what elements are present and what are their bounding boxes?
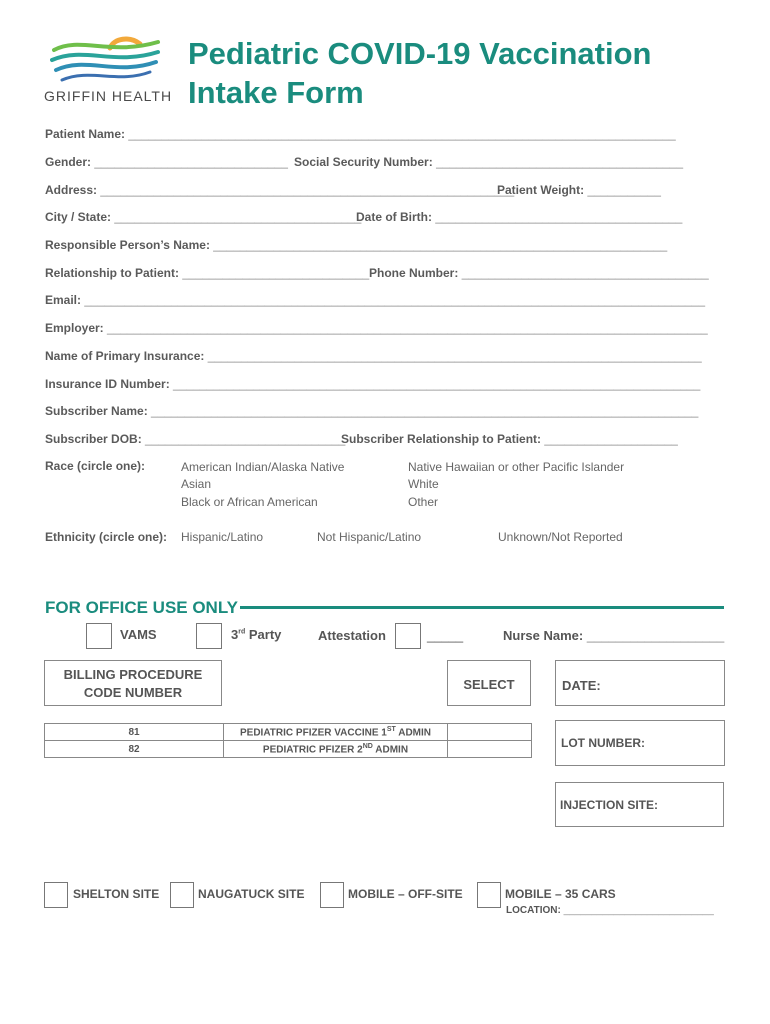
office-use-heading: FOR OFFICE USE ONLY xyxy=(45,598,239,617)
attestation-blank[interactable]: _____ xyxy=(427,628,464,643)
ssn-field[interactable]: Social Security Number: _____________________________________ xyxy=(294,155,683,169)
billing-line-1: BILLING PROCEDURE xyxy=(63,667,203,682)
subscriber-dob-field[interactable]: Subscriber DOB: ______________________________ xyxy=(45,432,346,446)
insurance-id-field[interactable]: Insurance ID Number: _______________________________________________________________________________ xyxy=(45,377,701,391)
ethnicity-option[interactable]: Hispanic/Latino xyxy=(181,530,264,544)
table-row[interactable] xyxy=(45,724,532,741)
injection-site-box[interactable] xyxy=(555,782,724,827)
phone-field[interactable]: Phone Number: _____________________________________ xyxy=(369,266,709,280)
subscriber-dob-label: Subscriber DOB: xyxy=(45,432,142,446)
location-label: LOCATION: xyxy=(506,905,561,916)
insurance-id-label: Insurance ID Number: xyxy=(45,377,170,391)
ethnicity-label: Ethnicity (circle one): xyxy=(45,530,168,544)
title-line-1: Pediatric COVID-19 Vaccination xyxy=(188,36,652,71)
vams-label: VAMS xyxy=(120,627,157,642)
third-party-checkbox[interactable] xyxy=(196,623,222,649)
mobile-offsite-label: MOBILE – OFF-SITE xyxy=(348,887,463,901)
third-party-label: 3rd Party xyxy=(231,627,282,642)
naugatuck-checkbox[interactable] xyxy=(170,882,194,908)
employer-field[interactable]: Employer: __________________________________________________________________________________________ xyxy=(45,321,708,335)
race-option[interactable]: Other xyxy=(408,495,439,509)
race-option[interactable]: White xyxy=(408,477,439,491)
date-box[interactable] xyxy=(555,660,725,706)
subscriber-relationship-label: Subscriber Relationship to Patient: xyxy=(341,432,542,446)
table-row[interactable] xyxy=(45,741,532,758)
lot-number-box[interactable] xyxy=(555,720,725,766)
patient-name-label: Patient Name: xyxy=(45,127,126,141)
gender-label: Gender: xyxy=(45,155,92,169)
primary-insurance-label: Name of Primary Insurance: xyxy=(45,349,205,363)
address-field[interactable]: Address: ______________________________________________________________ xyxy=(45,183,515,197)
ssn-label: Social Security Number: xyxy=(294,155,433,169)
race-label: Race (circle one): xyxy=(45,459,146,473)
subscriber-name-label: Subscriber Name: xyxy=(45,404,148,418)
griffin-health-logo-icon xyxy=(50,34,162,86)
primary-insurance-field[interactable]: Name of Primary Insurance: __________________________________________________________________________ xyxy=(45,349,702,363)
page-title xyxy=(188,34,651,112)
desc-cell: PEDIATRIC PFIZER VACCINE 1ST ADMIN xyxy=(224,724,448,741)
select-cell[interactable] xyxy=(448,724,532,741)
responsible-person-field[interactable]: Responsible Person’s Name: ____________________________________________________________________ xyxy=(45,238,668,252)
billing-procedure-box xyxy=(44,660,222,706)
select-box[interactable] xyxy=(447,660,531,706)
naugatuck-label: NAUGATUCK SITE xyxy=(198,887,305,901)
code-cell: 81 xyxy=(45,724,224,741)
date-label: DATE: xyxy=(562,678,601,693)
title-line-2: Intake Form xyxy=(188,75,364,110)
mobile-cars-checkbox[interactable] xyxy=(477,882,501,908)
location-field[interactable]: LOCATION: ___________________________ xyxy=(506,905,714,916)
injection-site-label: INJECTION SITE: xyxy=(560,798,659,812)
attestation-label: Attestation xyxy=(318,628,386,643)
employer-label: Employer: xyxy=(45,321,104,335)
race-option[interactable]: Native Hawaiian or other Pacific Islander xyxy=(408,460,625,474)
shelton-label: SHELTON SITE xyxy=(73,887,160,901)
patient-weight-label: Patient Weight: xyxy=(497,183,585,197)
race-option[interactable]: Asian xyxy=(181,477,212,491)
responsible-person-label: Responsible Person’s Name: xyxy=(45,238,210,252)
nurse-name-field[interactable]: Nurse Name: ___________________ xyxy=(503,628,725,643)
patient-name-field[interactable]: Patient Name: __________________________________________________________________________________ xyxy=(45,127,676,141)
office-divider xyxy=(240,606,724,609)
subscriber-relationship-field[interactable]: Subscriber Relationship to Patient: ____________________ xyxy=(341,432,678,446)
logo-text: GRIFFIN HEALTH xyxy=(44,88,173,104)
relationship-label: Relationship to Patient: xyxy=(45,266,180,280)
city-state-label: City / State: xyxy=(45,210,112,224)
ethnicity-option[interactable]: Unknown/Not Reported xyxy=(498,530,623,544)
race-option[interactable]: American Indian/Alaska Native xyxy=(181,460,345,474)
select-cell[interactable] xyxy=(448,741,532,758)
billing-codes-table xyxy=(44,723,532,758)
email-field[interactable]: Email: _____________________________________________________________________________________________ xyxy=(45,293,706,307)
race-option[interactable]: Black or African American xyxy=(181,495,318,509)
select-label: SELECT xyxy=(463,677,515,692)
patient-weight-field[interactable]: Patient Weight: ___________ xyxy=(497,183,661,197)
phone-label: Phone Number: xyxy=(369,266,459,280)
relationship-field[interactable]: Relationship to Patient: ____________________________ xyxy=(45,266,370,280)
attestation-checkbox[interactable] xyxy=(395,623,421,649)
mobile-offsite-checkbox[interactable] xyxy=(320,882,344,908)
gender-field[interactable]: Gender: _____________________________ xyxy=(45,155,288,169)
dob-label: Date of Birth: xyxy=(356,210,432,224)
email-label: Email: xyxy=(45,293,82,307)
nurse-name-label: Nurse Name: xyxy=(503,628,584,643)
mobile-cars-label: MOBILE – 35 CARS xyxy=(505,887,616,901)
desc-cell: PEDIATRIC PFIZER 2ND ADMIN xyxy=(224,741,448,758)
ethnicity-option[interactable]: Not Hispanic/Latino xyxy=(317,530,422,544)
shelton-checkbox[interactable] xyxy=(44,882,68,908)
code-cell: 82 xyxy=(45,741,224,758)
city-state-field[interactable]: City / State: _____________________________________ xyxy=(45,210,362,224)
address-label: Address: xyxy=(45,183,98,197)
subscriber-name-field[interactable]: Subscriber Name: __________________________________________________________________________________ xyxy=(45,404,699,418)
billing-line-2: CODE NUMBER xyxy=(83,685,183,700)
lot-number-label: LOT NUMBER: xyxy=(561,736,645,750)
dob-field[interactable]: Date of Birth: _____________________________________ xyxy=(356,210,683,224)
vams-checkbox[interactable] xyxy=(86,623,112,649)
